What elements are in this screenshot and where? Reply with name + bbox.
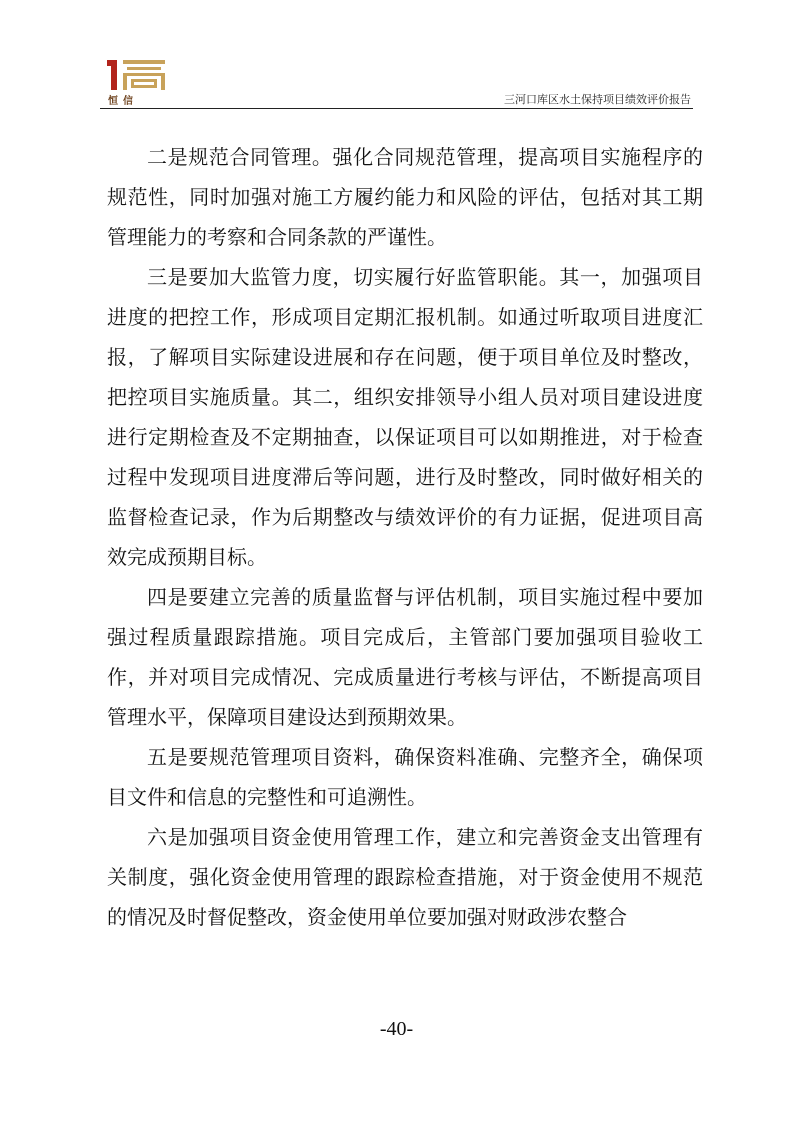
paragraph: 四是要建立完善的质量监督与评估机制，项目实施过程中要加强过程质量跟踪措施。项目完成后，主管部门要加强项目验收工作，并对项目完成情况、完成质量进行考核与评估，不断提高项目管理水平，保障项目建设达到预期效果。 (107, 585, 703, 729)
paragraph: 五是要规范管理项目资料，确保资料准确、完整齐全，确保项目文件和信息的完整性和可追溯性。 (107, 745, 703, 809)
header-divider (100, 108, 693, 109)
page-number: -40- (379, 1018, 414, 1040)
body-text (107, 137, 703, 937)
logo-text: 恒信 (108, 96, 138, 107)
paragraph: 六是加强项目资金使用管理工作，建立和完善资金支出管理有关制度，强化资金使用管理的跟踪检查措施，对于资金使用不规范的情况及时督促整改，资金使用单位要加强对财政涉农整合 (107, 825, 703, 929)
paragraph: 二是规范合同管理。强化合同规范管理，提高项目实施程序的规范性，同时加强对施工方履约能力和风险的评估，包括对其工期管理能力的考察和合同条款的严谨性。 (107, 145, 703, 249)
paragraph: 三是要加大监管力度，切实履行好监管职能。其一，加强项目进度的把控工作，形成项目定期汇报机制。如通过听取项目进度汇报，了解项目实际建设进展和存在问题，便于项目单位及时整改，把控项目实施质量。其二，组织安排领导小组人员对项目建设进度进行定期检查及不定期抽查，以保证项目可以如期推进，对于检查过程中发现项目进度滞后等问题，进行及时整改，同时做好相关的监督检查记录，作为后期整改与绩效评价的有力证据，促进项目高效完成预期目标。 (107, 265, 703, 569)
report-header-title: 三河口库区水土保持项目绩效评价报告 (504, 93, 691, 106)
